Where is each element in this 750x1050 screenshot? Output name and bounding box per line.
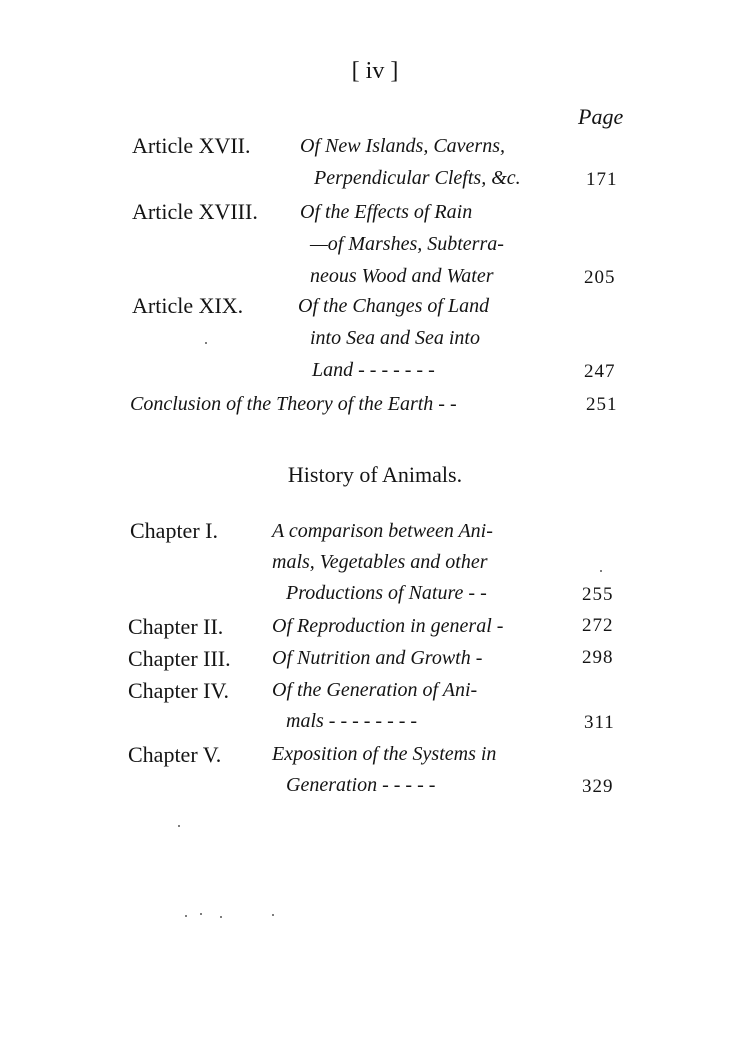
page-number: 311 — [584, 712, 615, 733]
entry-title-line: Of the Effects of Rain — [300, 201, 473, 223]
page-number: 272 — [582, 615, 614, 636]
page-number: 329 — [582, 776, 614, 797]
entry-title-line: Of New Islands, Caverns, — [300, 135, 505, 157]
chapter-label: Chapter I. — [130, 518, 218, 543]
chapter-label: Chapter IV. — [128, 678, 230, 703]
entry-title-line: Generation - - - - - — [286, 774, 436, 796]
entry-title-line: Perpendicular Clefts, &c. — [314, 167, 521, 189]
print-speck — [205, 342, 207, 344]
page-number: 205 — [584, 267, 616, 288]
print-speck — [220, 916, 222, 918]
page-number: 255 — [582, 584, 614, 605]
page-number: 251 — [586, 394, 618, 415]
entry-title-line: Of the Changes of Land — [298, 295, 490, 317]
conclusion-entry: Conclusion of the Theory of the Earth - - — [130, 393, 457, 415]
print-speck — [600, 570, 602, 572]
print-speck — [200, 913, 202, 915]
entry-title-line: mals - - - - - - - - — [286, 710, 418, 732]
page-number: 298 — [582, 647, 614, 668]
page-number: 171 — [586, 169, 618, 190]
article-label: Article XIX. — [132, 293, 244, 318]
entry-title-line: neous Wood and Water — [310, 265, 494, 287]
entry-title-line: Of the Generation of Ani- — [272, 679, 478, 701]
chapter-label: Chapter III. — [128, 646, 231, 671]
page-header: [ iv ] — [351, 58, 399, 84]
chapter-label: Chapter II. — [128, 614, 224, 639]
entry-title-line: A comparison between Ani- — [272, 520, 493, 542]
page-number: 247 — [584, 361, 616, 382]
print-speck — [178, 825, 180, 827]
chapter-label: Chapter V. — [128, 742, 222, 767]
print-speck — [185, 915, 187, 917]
article-label: Article XVIII. — [132, 199, 258, 224]
entry-title-line: Of Reproduction in general - — [272, 615, 504, 637]
entry-title-line: Productions of Nature - - — [286, 582, 487, 604]
entry-title-line: into Sea and Sea into — [310, 327, 480, 349]
entry-title-line: Of Nutrition and Growth - — [272, 647, 483, 669]
section-title: History of Animals. — [287, 462, 463, 487]
entry-title-line: —of Marshes, Subterra- — [310, 233, 504, 255]
entry-title-line: mals, Vegetables and other — [272, 551, 488, 573]
entry-title-line: Exposition of the Systems in — [272, 743, 497, 765]
page-column-label: Page — [578, 104, 624, 129]
print-speck — [272, 914, 274, 916]
entry-title-line: Land - - - - - - - — [312, 359, 435, 381]
article-label: Article XVII. — [132, 133, 251, 158]
